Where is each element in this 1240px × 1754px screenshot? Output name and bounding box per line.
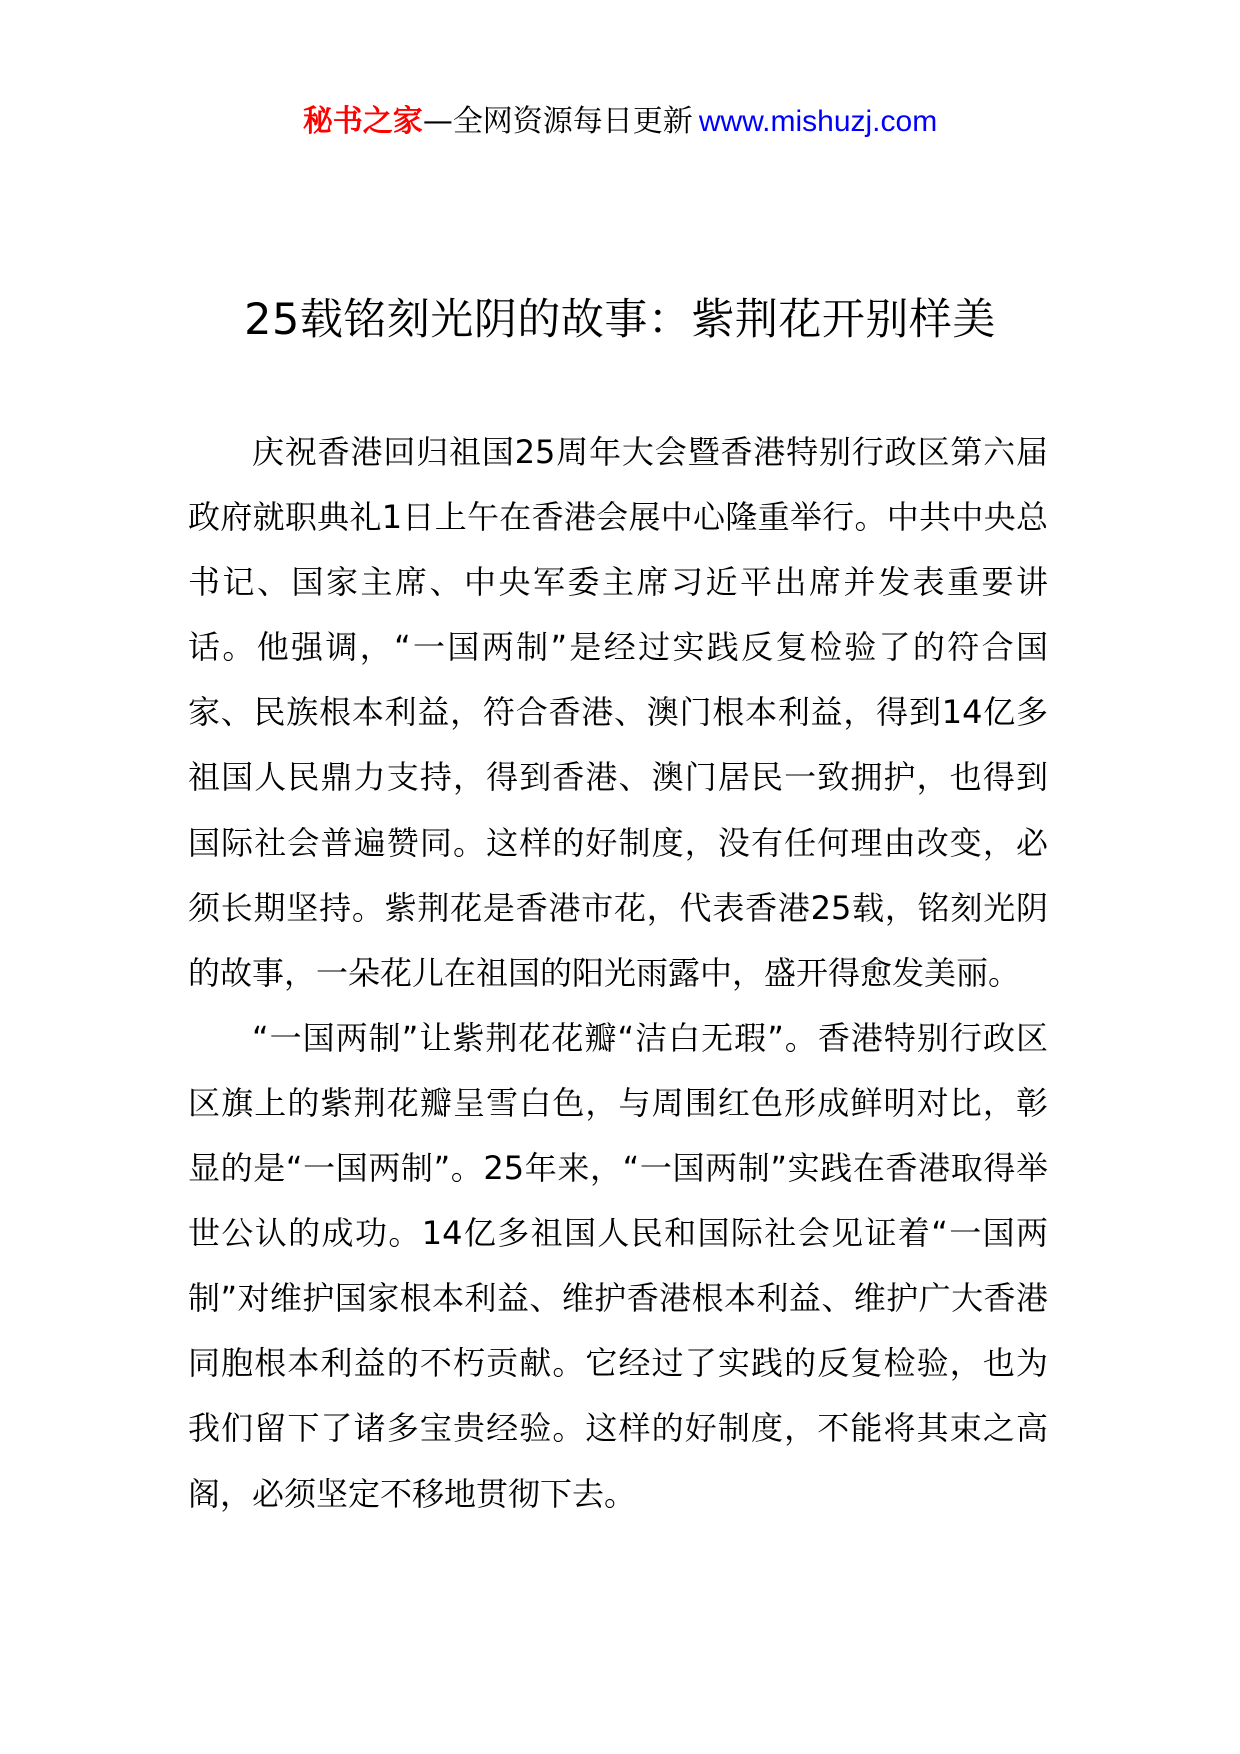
article-title: 25载铭刻光阴的故事：紫荆花开别样美	[244, 295, 996, 345]
article-body	[188, 420, 1048, 1527]
article-paragraph-2: “一国两制”让紫荆花花瓣“洁白无瑕”。香港特别行政区区旗上的紫荆花瓣呈雪白色，与周围红色形成鲜明对比，彰显的是“一国两制”。25年来，“一国两制”实践在香港取得举世公认的成功。14亿多祖国人民和国际社会见证着“一国两制”对维护国家根本利益、维护香港根本利益、维护广大香港同胞根本利益的不朽贡献。它经过了实践的反复检验，也为我们留下了诸多宝贵经验。这样的好制度，不能将其束之高阁，必须坚定不移地贯彻下去。	[188, 1018, 1048, 1513]
article-paragraph-1: 庆祝香港回归祖国25周年大会暨香港特别行政区第六届政府就职典礼1日上午在香港会展中心隆重举行。中共中央总书记、国家主席、中央军委主席习近平出席并发表重要讲话。他强调，“一国两制”是经过实践反复检验了的符合国家、民族根本利益，符合香港、澳门根本利益，得到14亿多祖国人民鼎力支持，得到香港、澳门居民一致拥护，也得到国际社会普遍赞同。这样的好制度，没有任何理由改变，必须长期坚持。紫荆花是香港市花，代表香港25载，铭刻光阴的故事，一朵花儿在祖国的阳光雨露中，盛开得愈发美丽。	[188, 433, 1048, 992]
site-brand: 秘书之家	[302, 104, 423, 139]
site-tagline: —全网资源每日更新	[422, 104, 693, 139]
site-header	[0, 100, 1240, 144]
site-url-link[interactable]: www.mishuzj.com	[698, 105, 938, 138]
